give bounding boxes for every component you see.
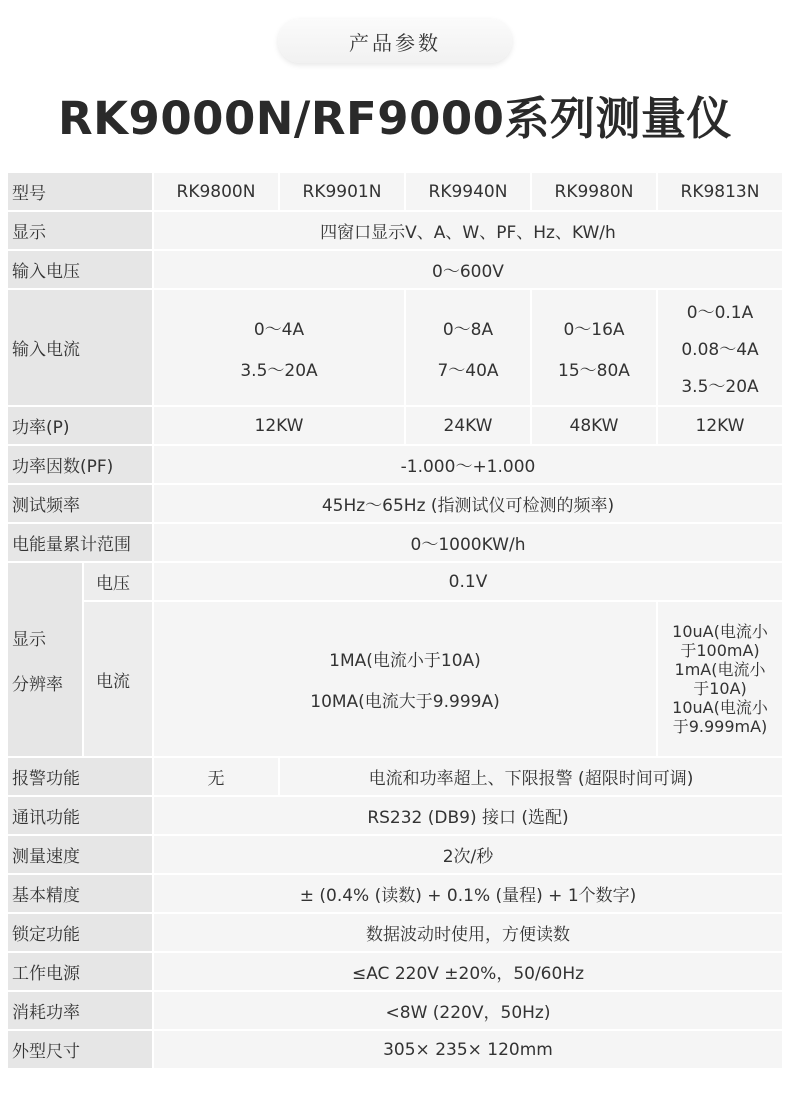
- row-speed: [8, 836, 784, 875]
- current-range-cell: [532, 290, 658, 407]
- row-value: 0.1V: [154, 563, 784, 602]
- model-cell: RK9800N: [154, 173, 280, 212]
- page-title: RK9000N/RF9000系列测量仪: [58, 92, 732, 145]
- current-range-cell: [406, 290, 532, 407]
- row-value: 305× 235× 120mm: [154, 1031, 784, 1070]
- row-label: 工作电源: [8, 953, 154, 992]
- row-model: [8, 173, 784, 212]
- resolution-value: 1MA(电流小于10A): [329, 651, 481, 671]
- row-value: -1.000～+1.000: [154, 446, 784, 485]
- row-value: 2次/秒: [154, 836, 784, 875]
- resolution-special-line: 10uA(电流小: [672, 698, 768, 717]
- resolution-value: 10MA(电流大于9.999A): [310, 692, 500, 712]
- row-resolution-current: [8, 602, 784, 758]
- power-cell: 48KW: [532, 407, 658, 446]
- row-power-factor: [8, 446, 784, 485]
- row-label: 输入电压: [8, 251, 154, 290]
- row-value: 电流和功率超上、下限报警 (超限时间可调): [280, 758, 784, 797]
- current-range: 0～16A: [563, 319, 625, 340]
- power-cell: 12KW: [658, 407, 784, 446]
- resolution-label-line: 分辨率: [12, 674, 63, 695]
- row-display: [8, 212, 784, 251]
- row-label: 基本精度: [8, 875, 154, 914]
- row-label: 输入电流: [8, 290, 154, 407]
- row-power: [8, 407, 784, 446]
- sub-label: 电流: [84, 602, 154, 758]
- row-value: 四窗口显示V、A、W、PF、Hz、KW/h: [154, 212, 784, 251]
- model-cell: RK9980N: [532, 173, 658, 212]
- row-test-frequency: [8, 485, 784, 524]
- model-cell: RK9901N: [280, 173, 406, 212]
- row-power-supply: [8, 953, 784, 992]
- sub-label: 电压: [84, 563, 154, 602]
- section-label: [278, 19, 512, 63]
- spec-table: [8, 173, 784, 1070]
- power-cell: 24KW: [406, 407, 532, 446]
- row-label: 测量速度: [8, 836, 154, 875]
- power-cell: 12KW: [154, 407, 406, 446]
- row-label: 型号: [8, 173, 154, 212]
- row-label: 测试频率: [8, 485, 154, 524]
- row-communication: [8, 797, 784, 836]
- resolution-label: [8, 563, 84, 758]
- current-range: 3.5～20A: [681, 377, 759, 397]
- current-range: 15～80A: [558, 360, 630, 381]
- row-input-voltage: [8, 251, 784, 290]
- current-range: 0～0.1A: [686, 303, 754, 323]
- row-label: 电能量累计范围: [8, 524, 154, 563]
- resolution-special-line: 1mA(电流小: [674, 660, 766, 679]
- resolution-special-cell: [658, 602, 784, 758]
- resolution-special-line: 10uA(电流小: [672, 622, 768, 641]
- row-label: 通讯功能: [8, 797, 154, 836]
- row-value: ≤AC 220V ±20%，50/60Hz: [154, 953, 784, 992]
- resolution-special-line: 于10A): [693, 679, 747, 698]
- row-label: 功率(P): [8, 407, 154, 446]
- alarm-none-cell: 无: [154, 758, 280, 797]
- row-resolution-voltage: [8, 563, 784, 602]
- current-range: 0～8A: [442, 319, 494, 340]
- row-label: 锁定功能: [8, 914, 154, 953]
- current-range-cell: [658, 290, 784, 407]
- row-value: 数据波动时使用，方便读数: [154, 914, 784, 953]
- current-range-cell: [154, 290, 406, 407]
- row-value: 45Hz～65Hz (指测试仪可检测的频率): [154, 485, 784, 524]
- current-range: 7～40A: [437, 360, 499, 381]
- current-range: 0.08～4A: [681, 340, 759, 360]
- row-label: 消耗功率: [8, 992, 154, 1031]
- row-energy-range: [8, 524, 784, 563]
- row-label: 报警功能: [8, 758, 154, 797]
- model-cell: RK9813N: [658, 173, 784, 212]
- row-label: 功率因数(PF): [8, 446, 154, 485]
- row-value: 0～1000KW/h: [154, 524, 784, 563]
- row-label: 显示: [8, 212, 154, 251]
- resolution-special-line: 于100mA): [680, 641, 760, 660]
- row-accuracy: [8, 875, 784, 914]
- model-cell: RK9940N: [406, 173, 532, 212]
- row-value: <8W (220V，50Hz): [154, 992, 784, 1031]
- resolution-special-line: 于9.999mA): [672, 717, 768, 736]
- row-input-current: [8, 290, 784, 407]
- row-dimensions: [8, 1031, 784, 1070]
- row-consumption: [8, 992, 784, 1031]
- resolution-current-cell: [154, 602, 658, 758]
- current-range: 0～4A: [253, 319, 305, 340]
- section-label-text: 产品参数: [349, 30, 441, 55]
- resolution-label-line: 显示: [12, 629, 46, 650]
- row-alarm: [8, 758, 784, 797]
- current-range: 3.5～20A: [240, 360, 318, 381]
- row-lock: [8, 914, 784, 953]
- row-label: 外型尺寸: [8, 1031, 154, 1070]
- row-value: RS232 (DB9) 接口 (选配): [154, 797, 784, 836]
- row-value: 0～600V: [154, 251, 784, 290]
- row-value: ± (0.4% (读数) + 0.1% (量程) + 1个数字): [154, 875, 784, 914]
